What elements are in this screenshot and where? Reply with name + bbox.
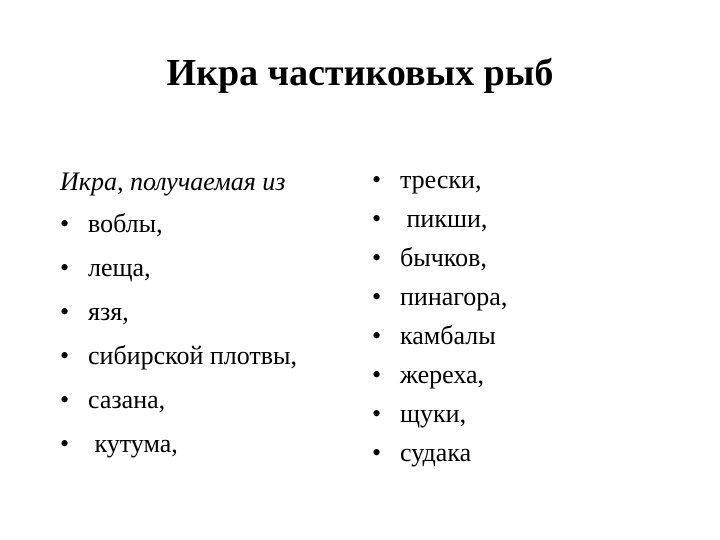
bullet-icon: • <box>372 282 382 311</box>
bullet-icon: • <box>60 209 70 238</box>
bullet-icon: • <box>60 297 70 326</box>
list-item-text: воблы, <box>88 209 163 238</box>
list-item-text: судака <box>400 438 472 467</box>
list-item <box>372 394 672 433</box>
list-item-text: сибирской плотвы, <box>88 341 298 370</box>
list-item <box>372 316 672 355</box>
bullet-icon: • <box>60 341 70 370</box>
bullet-icon: • <box>60 429 70 458</box>
list-item <box>60 246 360 290</box>
bullet-icon: • <box>372 165 382 194</box>
right-column <box>372 160 672 472</box>
list-item <box>372 238 672 277</box>
list-item <box>60 290 360 334</box>
bullet-icon: • <box>372 438 382 467</box>
list-item <box>372 199 672 238</box>
list-item-text: кутума, <box>88 429 178 458</box>
bullet-icon: • <box>372 243 382 272</box>
list-item <box>372 160 672 199</box>
list-item <box>60 422 360 466</box>
list-item-text: леща, <box>88 253 151 282</box>
list-item <box>372 277 672 316</box>
list-item-text: камбалы <box>400 321 496 350</box>
list-item <box>60 202 360 246</box>
left-column <box>60 162 360 466</box>
list-item-text: сазана, <box>88 385 166 414</box>
list-item-text: язя, <box>88 297 129 326</box>
intro-text: Икра, получаемая из <box>60 167 286 196</box>
bullet-icon: • <box>372 321 382 350</box>
bullet-icon: • <box>372 399 382 428</box>
list-item <box>372 355 672 394</box>
list-item <box>372 433 672 472</box>
list-item <box>60 334 360 378</box>
list-item-text: щуки, <box>400 399 467 428</box>
list-item-text: пинагора, <box>400 282 508 311</box>
right-bullet-list <box>372 160 672 472</box>
left-bullet-list <box>60 202 360 466</box>
list-item <box>60 378 360 422</box>
bullet-icon: • <box>372 360 382 389</box>
list-item-text: бычков, <box>400 243 487 272</box>
list-item-text: трески, <box>400 165 482 194</box>
slide-title: Икра частиковых рыб <box>166 52 554 94</box>
list-item-text: жереха, <box>400 360 485 389</box>
bullet-icon: • <box>372 204 382 233</box>
list-item-text: пикши, <box>400 204 488 233</box>
bullet-icon: • <box>60 385 70 414</box>
bullet-icon: • <box>60 253 70 282</box>
